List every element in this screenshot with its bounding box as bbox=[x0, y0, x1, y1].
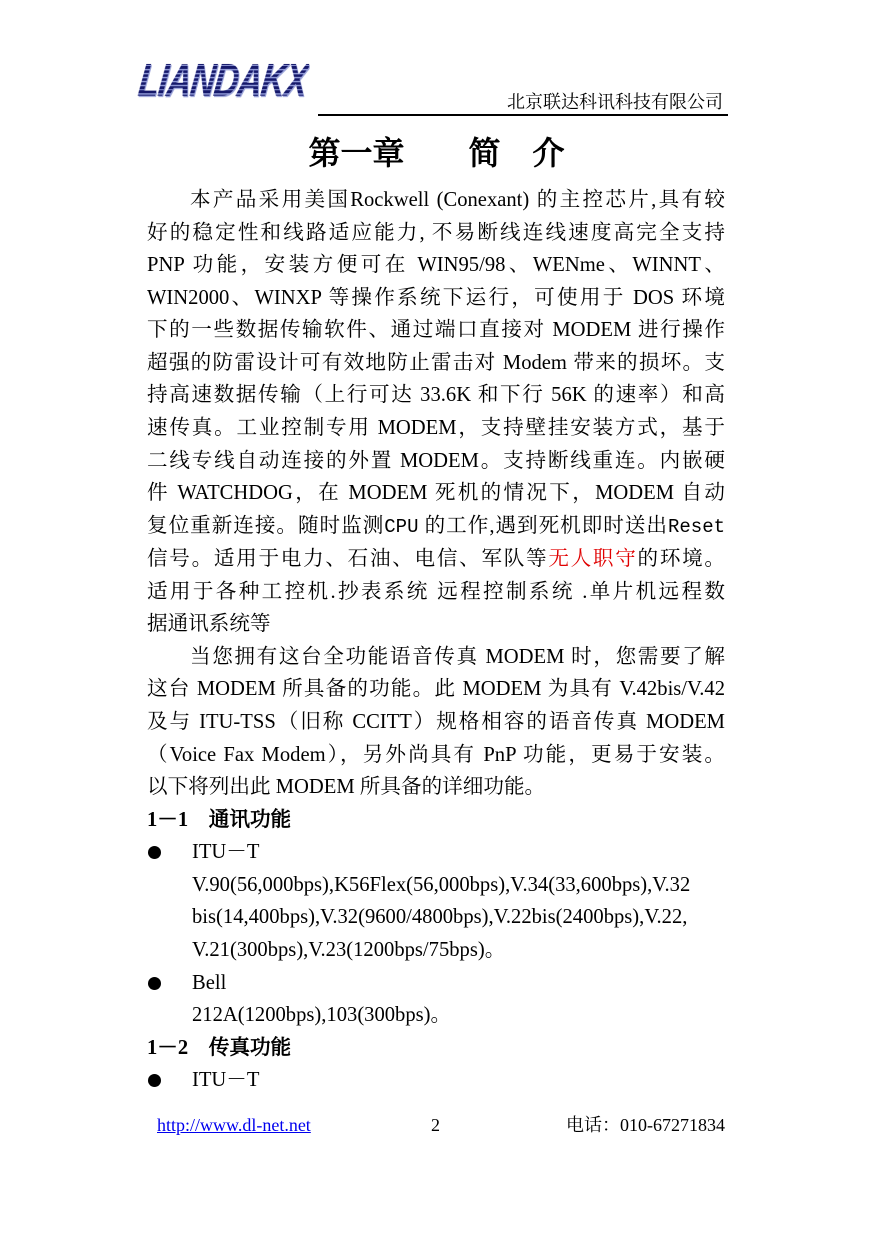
chapter-body bbox=[147, 184, 725, 1097]
features-paragraph bbox=[147, 641, 725, 804]
reset-term: Reset bbox=[668, 515, 726, 538]
intro-paragraph bbox=[147, 184, 725, 641]
bullet-icon bbox=[148, 1074, 161, 1087]
text-line: 下的一些数据传输软件、通过端口直接对 MODEM 进行操作 bbox=[147, 319, 725, 342]
website-link[interactable]: http://www.dl-net.net bbox=[157, 1115, 311, 1135]
text-line: 持高速数据传输（上行可达 33.6K 和下行 56K 的速率）和高 bbox=[147, 384, 725, 407]
text-line: 二线专线自动连接的外置 MODEM。支持断线重连。内嵌硬 bbox=[147, 449, 725, 472]
list-item-detail: bis(14,400bps),V.32(9600/4800bps),V.22bis(2400bps),V.22, bbox=[192, 906, 688, 929]
company-name: 北京联达科讯科技有限公司 bbox=[507, 92, 723, 112]
text-line: 这台 MODEM 所具备的功能。此 MODEM 为具有 V.42bis/V.42 bbox=[147, 678, 725, 701]
text-line: WIN2000、WINXP 等操作系统下运行，可使用于 DOS 环境 bbox=[147, 286, 725, 309]
chapter-title: 第一章 简 介 bbox=[308, 135, 565, 171]
bullet-icon bbox=[148, 977, 161, 990]
list-item bbox=[147, 836, 725, 869]
list-item bbox=[147, 967, 725, 1000]
text-line: 适用于各种工控机.抄表系统 远程控制系统 .单片机远程数 bbox=[147, 580, 725, 603]
liandakx-logo: LIANDAKX bbox=[135, 55, 311, 107]
text-line: 好的稳定性和线路适应能力, 不易断线连线速度高完全支持 bbox=[147, 221, 725, 244]
text-line: 当您拥有这台全功能语音传真 MODEM 时，您需要了解 bbox=[190, 645, 725, 668]
text-line bbox=[147, 510, 725, 544]
text-segment: 复位重新连接。随时监测 bbox=[147, 514, 385, 537]
text-line: 超强的防雷设计可有效地防止雷击对 Modem 带来的损坏。支 bbox=[147, 351, 725, 374]
section-heading: 1－1 通讯功能 bbox=[147, 808, 292, 831]
text-segment: 的工作,遇到死机即时送出 bbox=[418, 514, 668, 537]
text-segment: 的环境。 bbox=[637, 548, 726, 571]
list-item-label: ITU－T bbox=[192, 841, 260, 864]
text-line: 速传真。工业控制专用 MODEM，支持壁挂安装方式，基于 bbox=[147, 416, 725, 439]
list-item-detail: 212A(1200bps),103(300bps)。 bbox=[192, 1004, 452, 1027]
list-item-label: Bell bbox=[192, 971, 227, 994]
text-line: 件 WATCHDOG，在 MODEM 死机的情况下，MODEM 自动 bbox=[147, 482, 725, 505]
highlighted-text: 无人职守 bbox=[548, 548, 638, 571]
text-segment: 信号。适用于电力、石油、电信、军队等 bbox=[147, 548, 549, 571]
text-line: 及与 ITU-TSS（旧称 CCITT）规格相容的语音传真 MODEM bbox=[147, 711, 725, 733]
text-line: 本产品采用美国Rockwell (Conexant) 的主控芯片,具有较 bbox=[190, 189, 725, 211]
list-item-detail: V.90(56,000bps),K56Flex(56,000bps),V.34(33,600bps),V.32 bbox=[192, 873, 691, 896]
text-line bbox=[147, 543, 725, 576]
section-heading: 1－2 传真功能 bbox=[147, 1036, 292, 1059]
header-rule bbox=[318, 114, 728, 116]
section-fax bbox=[147, 1032, 725, 1097]
cpu-term: CPU bbox=[384, 515, 419, 538]
section-communication bbox=[147, 804, 725, 1032]
text-line: 据通讯系统等 bbox=[147, 613, 271, 636]
text-line: PNP 功能，安装方便可在 WIN95/98、WENme、WINNT、 bbox=[147, 254, 725, 277]
list-item bbox=[147, 1064, 725, 1097]
page-number: 2 bbox=[431, 1115, 440, 1135]
text-line: 以下将列出此 MODEM 所具备的详细功能。 bbox=[147, 776, 546, 799]
list-item-label: ITU－T bbox=[192, 1069, 260, 1092]
bullet-icon bbox=[148, 846, 161, 859]
list-item-detail: V.21(300bps),V.23(1200bps/75bps)。 bbox=[192, 938, 506, 961]
text-line: （Voice Fax Modem），另外尚具有 PnP 功能，更易于安装。 bbox=[147, 743, 725, 766]
phone-number: 电话：010-67271834 bbox=[566, 1115, 725, 1135]
